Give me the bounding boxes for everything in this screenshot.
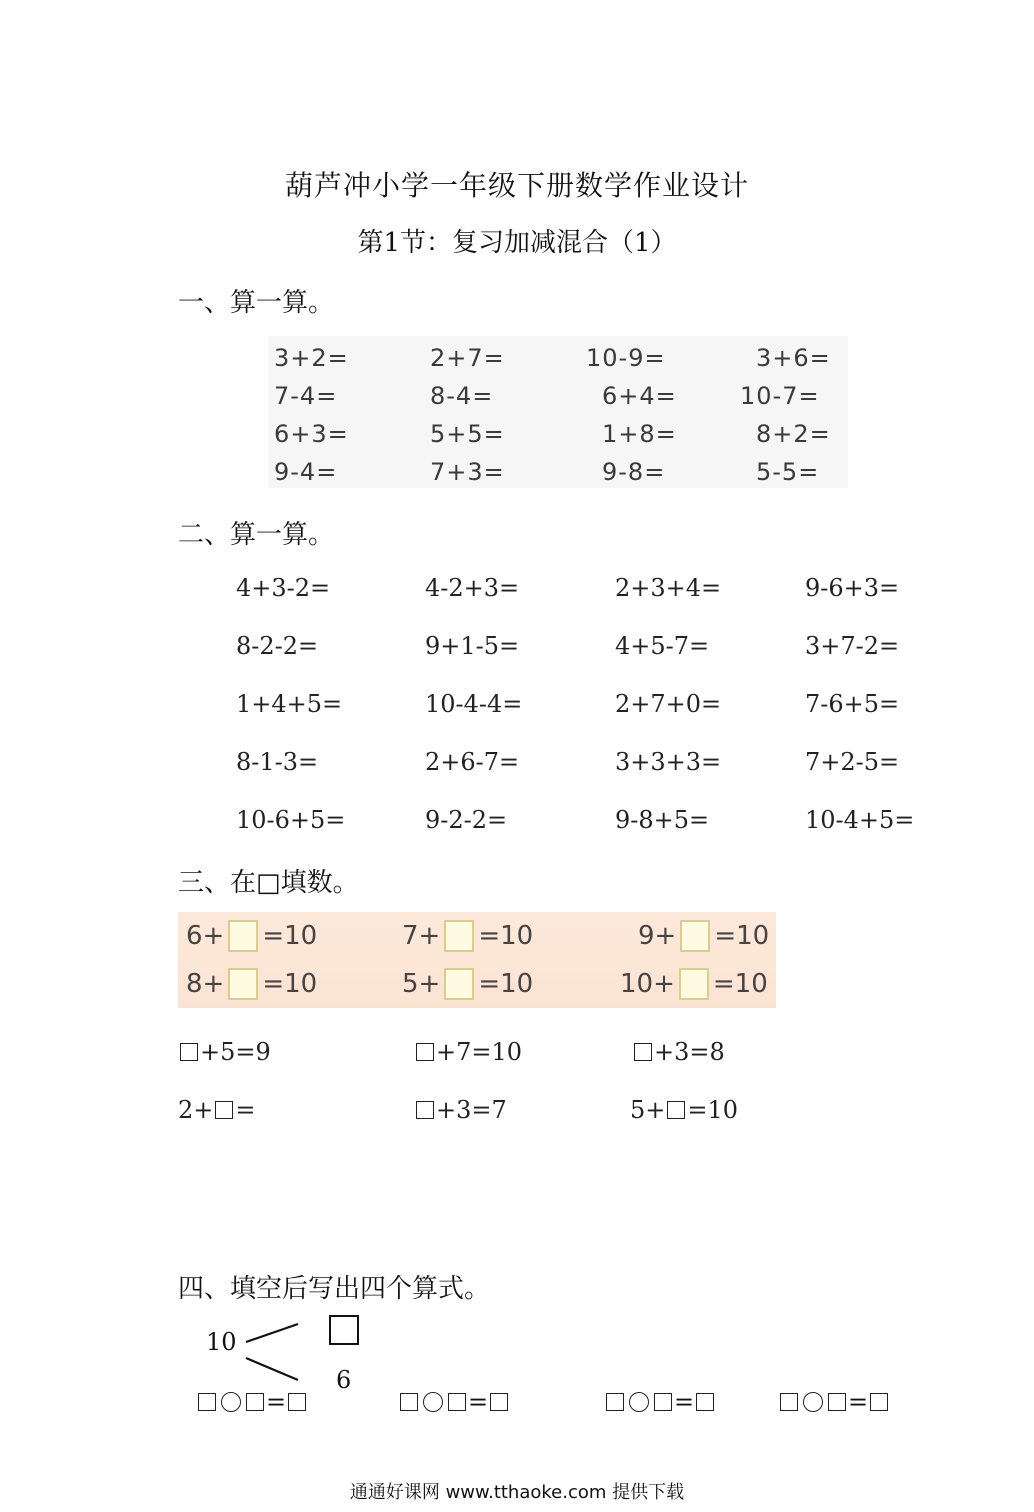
operand-box[interactable]	[400, 1393, 418, 1411]
expr-suffix: +3=7	[436, 1096, 507, 1124]
operand-box[interactable]	[828, 1393, 846, 1411]
answer-box[interactable]	[667, 1101, 685, 1119]
answer-box[interactable]	[228, 968, 258, 1000]
fill-in-item	[178, 1038, 271, 1066]
page-subtitle: 第1节：复习加减混合（1）	[357, 228, 677, 258]
operand-box[interactable]	[448, 1393, 466, 1411]
exercise-item: 9+1-5=	[425, 632, 520, 660]
operator-circle[interactable]	[803, 1392, 823, 1412]
expr-suffix: +3=8	[654, 1038, 725, 1066]
operand-box[interactable]	[246, 1393, 264, 1411]
expr-suffix: =10	[262, 969, 318, 999]
answer-box[interactable]	[180, 1043, 198, 1061]
exercise-item: 7-4=	[274, 382, 338, 410]
exercise-item: 10-9=	[586, 344, 666, 372]
operand-box[interactable]	[606, 1393, 624, 1411]
exercise-item: 4+3-2=	[236, 574, 331, 602]
fill-in-item	[178, 1096, 256, 1124]
result-box[interactable]	[870, 1393, 888, 1411]
expr-suffix: +7=10	[436, 1038, 523, 1066]
fill-in-item	[414, 1096, 507, 1124]
fill-in-item	[632, 1038, 725, 1066]
section3-heading: 三、在□填数。	[178, 868, 359, 898]
answer-box[interactable]	[680, 920, 710, 952]
exercise-item: 10-7=	[740, 382, 820, 410]
exercise-item: 9-4=	[274, 458, 338, 486]
expr-prefix: 10+	[620, 969, 675, 999]
exercise-item: 7+2-5=	[805, 748, 900, 776]
operator-circle[interactable]	[221, 1392, 241, 1412]
answer-box[interactable]	[444, 968, 474, 1000]
expr-suffix: +5=9	[200, 1038, 271, 1066]
section3-boxed-strip	[178, 912, 776, 1008]
expr-prefix: 2+	[178, 1096, 214, 1124]
expr-suffix: =10	[687, 1096, 739, 1124]
exercise-item: 10-4-4=	[425, 690, 523, 718]
answer-box[interactable]	[634, 1043, 652, 1061]
number-bond-blank-box[interactable]	[329, 1315, 359, 1345]
expr-prefix: 9+	[638, 921, 677, 951]
equation-template: =	[778, 1388, 890, 1416]
expr-suffix: =	[235, 1096, 256, 1124]
exercise-item: 6+4=	[602, 382, 677, 410]
answer-box[interactable]	[416, 1101, 434, 1119]
exercise-item: 7-6+5=	[805, 690, 900, 718]
exercise-item: 8-2-2=	[236, 632, 319, 660]
exercise-item: 6+3=	[274, 420, 349, 448]
section4-heading: 四、填空后写出四个算式。	[178, 1274, 491, 1304]
expr-prefix: 6+	[186, 921, 225, 951]
expr-prefix: 5+	[630, 1096, 666, 1124]
operand-box[interactable]	[654, 1393, 672, 1411]
answer-box[interactable]	[444, 920, 474, 952]
exercise-item: 7+3=	[430, 458, 505, 486]
exercise-item: 10-6+5=	[236, 806, 346, 834]
section1-grid	[268, 336, 848, 488]
fill-in-item	[620, 968, 768, 1000]
expr-prefix: 7+	[402, 921, 441, 951]
equation-template: =	[196, 1388, 308, 1416]
expr-suffix: =10	[262, 921, 318, 951]
fill-in-item	[186, 968, 317, 1000]
result-box[interactable]	[288, 1393, 306, 1411]
exercise-item: 8-1-3=	[236, 748, 319, 776]
number-bond-total: 10	[206, 1328, 237, 1356]
footer-credit: 通通好课网 www.tthaoke.com 提供下载	[349, 1482, 685, 1503]
exercise-item: 9-8=	[602, 458, 666, 486]
fill-in-item	[402, 968, 533, 1000]
expr-suffix: =10	[478, 921, 534, 951]
section2-heading: 二、算一算。	[178, 520, 335, 550]
operator-circle[interactable]	[423, 1392, 443, 1412]
exercise-item: 9-8+5=	[615, 806, 710, 834]
exercise-item: 1+8=	[602, 420, 677, 448]
fill-in-item	[402, 920, 533, 952]
exercise-item: 1+4+5=	[236, 690, 343, 718]
operator-circle[interactable]	[629, 1392, 649, 1412]
exercise-item: 5-5=	[756, 458, 820, 486]
fill-in-item	[186, 920, 317, 952]
exercise-item: 8+2=	[756, 420, 831, 448]
fill-in-item	[630, 1096, 738, 1124]
fill-in-item	[638, 920, 769, 952]
expr-suffix: =10	[714, 921, 770, 951]
operand-box[interactable]	[780, 1393, 798, 1411]
page-title: 葫芦冲小学一年级下册数学作业设计	[284, 169, 749, 202]
exercise-item: 10-4+5=	[805, 806, 915, 834]
answer-box[interactable]	[679, 968, 709, 1000]
result-box[interactable]	[490, 1393, 508, 1411]
exercise-item: 8-4=	[430, 382, 494, 410]
answer-box[interactable]	[228, 920, 258, 952]
exercise-item: 4-2+3=	[425, 574, 520, 602]
equation-template: =	[398, 1388, 510, 1416]
expr-prefix: 5+	[402, 969, 441, 999]
exercise-item: 3+3+3=	[615, 748, 722, 776]
section1-heading: 一、算一算。	[178, 288, 335, 318]
exercise-item: 4+5-7=	[615, 632, 710, 660]
result-box[interactable]	[696, 1393, 714, 1411]
exercise-item: 9-6+3=	[805, 574, 900, 602]
answer-box[interactable]	[215, 1101, 233, 1119]
exercise-item: 2+6-7=	[425, 748, 520, 776]
exercise-item: 3+7-2=	[805, 632, 900, 660]
answer-box[interactable]	[416, 1043, 434, 1061]
number-bond-lines	[240, 1316, 310, 1386]
number-bond-part: 6	[336, 1366, 352, 1394]
expr-suffix: =10	[712, 969, 768, 999]
exercise-item: 2+7+0=	[615, 690, 722, 718]
exercise-item: 3+2=	[274, 344, 349, 372]
operand-box[interactable]	[198, 1393, 216, 1411]
exercise-item: 2+7=	[430, 344, 505, 372]
fill-in-item	[414, 1038, 522, 1066]
exercise-item: 2+3+4=	[615, 574, 722, 602]
expr-suffix: =10	[478, 969, 534, 999]
exercise-item: 3+6=	[756, 344, 831, 372]
equation-template: =	[604, 1388, 716, 1416]
exercise-item: 5+5=	[430, 420, 505, 448]
exercise-item: 9-2-2=	[425, 806, 508, 834]
expr-prefix: 8+	[186, 969, 225, 999]
